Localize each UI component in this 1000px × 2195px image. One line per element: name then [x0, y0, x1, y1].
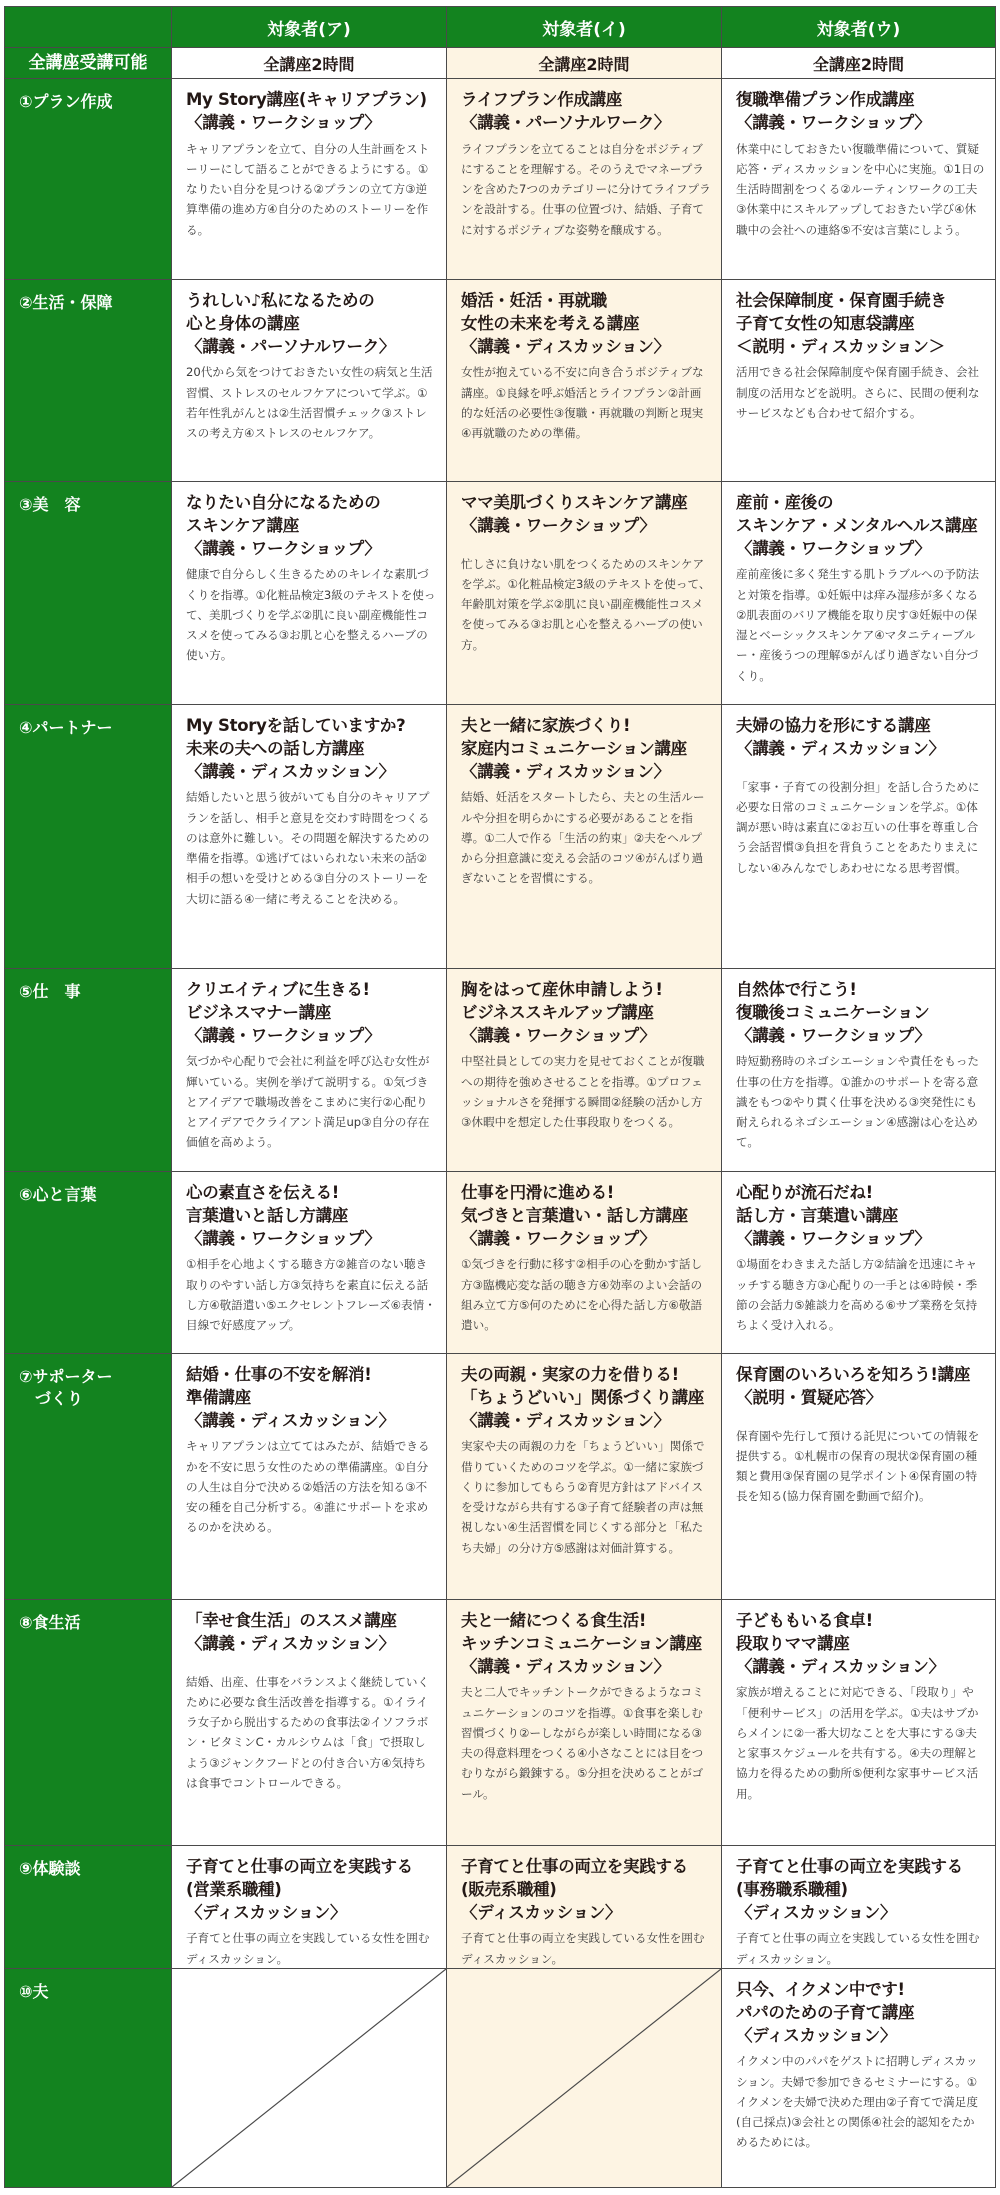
course-title: 夫と一緒につくる食生活! キッチンコミュニケーション講座 〈講義・ディスカッション〉 — [461, 1611, 702, 1676]
course-cell — [446, 1171, 722, 1354]
course-description: 時短勤務時のネゴシエーションや責任をもった仕事の仕方を指導。①誰かのサポートを寄る意識をもつ②やり貫く仕事を決める③突発性にも耐えられるネゴシエーション④感謝は心を込めて。 — [736, 1054, 980, 1150]
header-col-a: 対象者(ア) — [171, 6, 447, 48]
course-description: キャリアプランは立ててはみたが、結婚できるかを不安に思う女性のための準備講座。①自分の人生は自分で決める②婚活の方法を知る③不安の種を自己分析する。④誰にサポートを求めるのかを決める。 — [186, 1439, 430, 1535]
course-description: 夫と二人でキッチントークができるようなコミュニケーションのコツを指導。①食事を楽しむ習慣づくり②ーしながらが楽しい時間になる③夫の得意料理をつくる④小さなことには目をつむりながら鍛錬する。⑤分担を決めることがゴール。 — [461, 1685, 704, 1801]
course-description: 結婚、出産、仕事をバランスよく継続していくために必要な食生活改善を指導する。①イライラ女子から脱出するための食事法②イソフラボン・ビタミンC・カルシウムは「食」で摂取しよう③ジャンクフードとの付き合い方④気持ちは食事でコントロールできる。 — [186, 1674, 430, 1790]
course-cell — [446, 481, 722, 705]
course-cell — [171, 1599, 447, 1846]
course-description: ①場面をわきまえた話し方②結論を迅速にキャッチする聴き方③心配りの一手とは④時候・季節の会話力⑤雑談力を高める⑥サブ業務を気持ちよく受け入れる。 — [736, 1257, 978, 1333]
row-label-partner: ④パートナー — [4, 704, 172, 969]
course-title: My Storyを話していますか? 未来の夫への話し方講座 〈講義・ディスカッション〉 — [186, 716, 406, 781]
course-title: ライフプラン作成講座 〈講義・パーソナルワーク〉 — [461, 90, 671, 132]
course-title: 保育園のいろいろを知ろう!講座 〈説明・質疑応答〉 — [736, 1365, 971, 1407]
course-description: 子育てと仕事の両立を実践している女性を囲むディスカッション。 — [461, 1931, 705, 1966]
course-cell — [721, 279, 996, 482]
course-description: 健康で自分らしく生きるためのキレイな素肌づくりを指導。①化粧品検定3級のテキストを使って、美肌づくりを学ぶ②肌に良い副産機能性コスメを使ってみる③お肌と心を整えるハーブの使い方。 — [186, 567, 436, 663]
course-description: 保育園や先行して預ける託児についての情報を提供する。①札幌市の保育の現状②保育園の種類と費用③保育園の見学ポイント④保育園の特長を知る(協力保育園を動画で紹介)。 — [736, 1428, 980, 1504]
course-title: 産前・産後の スキンケア・メンタルヘルス講座 〈講義・ワークショップ〉 — [736, 493, 978, 558]
row-label-heart-words: ⑥心と言葉 — [4, 1171, 172, 1354]
course-description: 気づかや心配りで会社に利益を呼び込む女性が輝いている。実例を挙げて説明する。①気づきとアイデアで職場改善をこまめに実行②心配りとアイデアでクライアント満足up③自分の存在価値を高めよう。 — [186, 1054, 430, 1150]
course-title: 子育てと仕事の両立を実践する (営業系職種) 〈ディスカッション〉 — [186, 1857, 413, 1922]
course-cell — [721, 1353, 996, 1600]
course-title: 婚活・妊活・再就職 女性の未来を考える講座 〈講義・ディスカッション〉 — [461, 291, 670, 356]
course-cell — [171, 1353, 447, 1600]
course-description: 活用できる社会保障制度や保育園手続き、会社制度の活用などを説明。さらに、民間の便利なサービスなども合わせて紹介する。 — [736, 365, 980, 420]
course-description: 休業中にしておきたい復職準備について、質疑応答・ディスカッションを中心に実施。①1日の生活時間割をつくる②ルーティンワークの工夫③休業中にスキルアップしておきたい学び④休職中の会社への連絡⑤不安は言葉にしよう。 — [736, 141, 985, 237]
course-title: 心配りが流石だね! 話し方・言葉遣い講座 〈講義・ワークショップ〉 — [736, 1183, 931, 1248]
row-label-life: ②生活・保障 — [4, 279, 172, 482]
row-label-all: 全講座受講可能 — [4, 47, 172, 79]
course-cell — [721, 1845, 996, 1969]
course-cell — [721, 704, 996, 969]
course-title: 夫婦の協力を形にする講座 〈講義・ディスカッション〉 — [736, 716, 945, 758]
empty-cell — [446, 1968, 722, 2188]
course-description: ①気づきを行動に移す②相手の心を動かす話し方③臨機応変な話の聴き方④効率のよい会話の組み立て方⑤何のためにを心得た話し方⑥敬語遣い。 — [461, 1257, 703, 1333]
row-label-experience: ⑨体験談 — [4, 1845, 172, 1969]
course-cell — [721, 968, 996, 1172]
course-description: ライフプランを立てることは自分をポジティブにすることを理解する。そのうえでマネープランを含めた7つのカテゴリーに分けてライフプランを設計する。仕事の位置づけ、結婚、子育てに対するポジティブな姿勢を醸成する。 — [461, 141, 711, 237]
course-table — [4, 6, 996, 2188]
course-cell — [446, 704, 722, 969]
course-cell — [721, 481, 996, 705]
course-cell — [446, 279, 722, 482]
header-col-u: 対象者(ウ) — [721, 6, 996, 48]
course-cell — [171, 78, 447, 280]
row-label-beauty: ③美 容 — [4, 481, 172, 705]
course-title: 自然体で行こう! 復職後コミュニケーション 〈講義・ワークショップ〉 — [736, 980, 931, 1045]
course-title: 復職準備プラン作成講座 〈講義・ワークショップ〉 — [736, 90, 931, 132]
course-cell — [171, 704, 447, 969]
row-label-plan: ①プラン作成 — [4, 78, 172, 280]
course-description: 産前産後に多く発生する肌トラブルへの予防法と対策を指導。①妊娠中は痒み湿疹が多くなる②肌表面のバリア機能を取り戻す③妊娠中の保湿とベーシックスキンケア④マタニティーブルー・産後うつの理解⑤がんばり過ぎない自分づくり。 — [736, 567, 980, 683]
empty-cell — [171, 1968, 447, 2188]
course-title: 子どももいる食卓! 段取りママ講座 〈講義・ディスカッション〉 — [736, 1611, 945, 1676]
course-description: キャリアプランを立て、自分の人生計画をストーリーにして語ることができるようにする。①なりたい自分を見つける②プランの立て方③逆算準備の進め方④自分のためのストーリーを作る。 — [186, 141, 430, 237]
course-description: イクメン中のパパをゲストに招聘しディスカッション。夫婦で参加できるセミナーにする。①イクメンを夫婦で決めた理由②子育てで満足度(自己採点)③会社との関係④社会的認知をたかめるためには。 — [736, 2054, 978, 2150]
course-description: 「家事・子育ての役割分担」を話し合うために必要な日常のコミュニケーションを学ぶ。①体調が悪い時は素直に②お互いの仕事を尊重し合う会話習慣③負担を背負うことをあたりまえにしない④みんなでしあわせになる思考習慣。 — [736, 779, 980, 875]
course-title: 子育てと仕事の両立を実践する (事務職系職種) 〈ディスカッション〉 — [736, 1857, 963, 1922]
row-label-diet: ⑧食生活 — [4, 1599, 172, 1846]
course-title: うれしい♪私になるための 心と身体の講座 〈講義・パーソナルワーク〉 — [186, 291, 396, 356]
duration-col-u: 全講座2時間 — [721, 47, 996, 79]
header-corner — [4, 6, 172, 48]
course-title: ママ美肌づくりスキンケア講座 〈講義・ワークショップ〉 — [461, 493, 688, 535]
empty-slash — [172, 1969, 446, 2187]
course-title: 社会保障制度・保育園手続き 子育て女性の知恵袋講座 ＜説明・ディスカッション＞ — [736, 291, 947, 356]
course-description: 家族が増えることに対応できる、「段取り」や「便利サービス」の活用を学ぶ。①夫はサブからメインに②一番大切なことを大事にする③夫と家事スケジュールを共有する。④夫の理解と協力を得るための動所⑤便利な家事サービス活用。 — [736, 1685, 979, 1801]
row-label-husband: ⑩夫 — [4, 1968, 172, 2188]
course-description: ①相手を心地よくする聴き方②雑音のない聴き取りのやすい話し方③気持ちを素直に伝える話し方④敬語遣い⑤エクセレントフレーズ⑥表情・目線で好感度アップ。 — [186, 1257, 436, 1333]
course-title: 「幸せ食生活」のススメ講座 〈講義・ディスカッション〉 — [186, 1611, 397, 1653]
course-description: 中堅社員としての実力を見せておくことが復職への期待を強めさせることを指導。①プロフェッショナルさを発揮する瞬間②経験の活かし方③休暇中を想定した仕事段取りをつくる。 — [461, 1054, 705, 1130]
course-description: 結婚したいと思う彼がいても自分のキャリアプランを話し、相手と意見を交わす時間をつくるのは意外に難しい。その問題を解決するための準備を指導。①逃げてはいられない未来の話②相手の想いを受けとめる③自分のストーリーを大切に語る④一緒に考えることを決める。 — [186, 790, 430, 906]
course-cell — [446, 1599, 722, 1846]
course-title: 子育てと仕事の両立を実践する (販売系職種) 〈ディスカッション〉 — [461, 1857, 688, 1922]
course-title: クリエイティブに生きる! ビジネスマナー講座 〈講義・ワークショップ〉 — [186, 980, 381, 1045]
course-cell — [721, 1599, 996, 1846]
course-description: 忙しさに負けない肌をつくるためのスキンケアを学ぶ。①化粧品検定3級のテキストを使って、年齢肌対策を学ぶ②肌に良い副産機能性コスメを使ってみる③お肌と心を整えるハーブの使い方。 — [461, 556, 711, 652]
course-cell — [721, 78, 996, 280]
course-description: 実家や夫の両親の力を「ちょうどいい」関係で借りていくためのコツを学ぶ。①一緒に家族づくりに参加してもらう②育児方針はアドバイスを受けながら共有する③子育て経験者の声は無視しない④生活習慣を同じくする部分と「私たち夫婦」の分け方⑤感謝は対価計算する。 — [461, 1439, 705, 1555]
course-title: 胸をはって産休申請しよう! ビジネススキルアップ講座 〈講義・ワークショップ〉 — [461, 980, 663, 1045]
course-title: My Story講座(キャリアプラン) 〈講義・ワークショップ〉 — [186, 90, 427, 132]
header-col-i: 対象者(イ) — [446, 6, 722, 48]
course-cell — [721, 1968, 996, 2188]
course-description: 女性が抱えている不安に向き合うポジティブな講座。①良縁を呼ぶ婚活とライフプラン②計画的な妊活の必要性③復職・再就職の判断と現実④再就職のための準備。 — [461, 365, 704, 441]
course-cell — [721, 1171, 996, 1354]
course-cell — [171, 1845, 447, 1969]
course-description: 結婚、妊活をスタートしたら、夫との生活ルールや分担を明らかにする必要があることを指導。①二人で作る「生活の約束」②夫をヘルプから分担意識に変える会話のコツ④がんばり過ぎないことを習慣にする。 — [461, 790, 705, 886]
course-cell — [446, 968, 722, 1172]
course-cell — [446, 78, 722, 280]
course-title: 心の素直さを伝える! 言葉遣いと話し方講座 〈講義・ワークショップ〉 — [186, 1183, 381, 1248]
course-title: 只今、イクメン中です! パパのための子育て講座 〈ディスカッション〉 — [736, 1980, 915, 2045]
duration-col-i: 全講座2時間 — [446, 47, 722, 79]
course-title: 結婚・仕事の不安を解消! 準備講座 〈講義・ディスカッション〉 — [186, 1365, 395, 1430]
course-cell — [171, 279, 447, 482]
course-cell — [446, 1845, 722, 1969]
course-description: 子育てと仕事の両立を実践している女性を囲むディスカッション。 — [186, 1931, 430, 1966]
course-description: 子育てと仕事の両立を実践している女性を囲むディスカッション。 — [736, 1931, 980, 1966]
course-cell — [171, 481, 447, 705]
course-title: 夫の両親・実家の力を借りる! 「ちょうどいい」関係づくり講座 〈講義・ディスカッション〉 — [461, 1365, 705, 1430]
course-description: 20代から気をつけておきたい女性の病気と生活習慣、ストレスのセルフケアについて学ぶ。①若年性乳がんとは②生活習慣チェック③ストレスの考え方④ストレスのセルフケア。 — [186, 365, 433, 441]
course-title: 仕事を円滑に進める! 気づきと言葉遣い・話し方講座 〈講義・ワークショップ〉 — [461, 1183, 688, 1248]
course-cell — [446, 1353, 722, 1600]
row-label-work: ⑤仕 事 — [4, 968, 172, 1172]
course-cell — [171, 1171, 447, 1354]
course-cell — [171, 968, 447, 1172]
empty-slash — [447, 1969, 721, 2187]
course-title: なりたい自分になるための スキンケア講座 〈講義・ワークショップ〉 — [186, 493, 381, 558]
duration-col-a: 全講座2時間 — [171, 47, 447, 79]
course-title: 夫と一緒に家族づくり! 家庭内コミュニケーション講座 〈講義・ディスカッション〉 — [461, 716, 687, 781]
row-label-supporter: ⑦サポーター づくり — [4, 1353, 172, 1600]
